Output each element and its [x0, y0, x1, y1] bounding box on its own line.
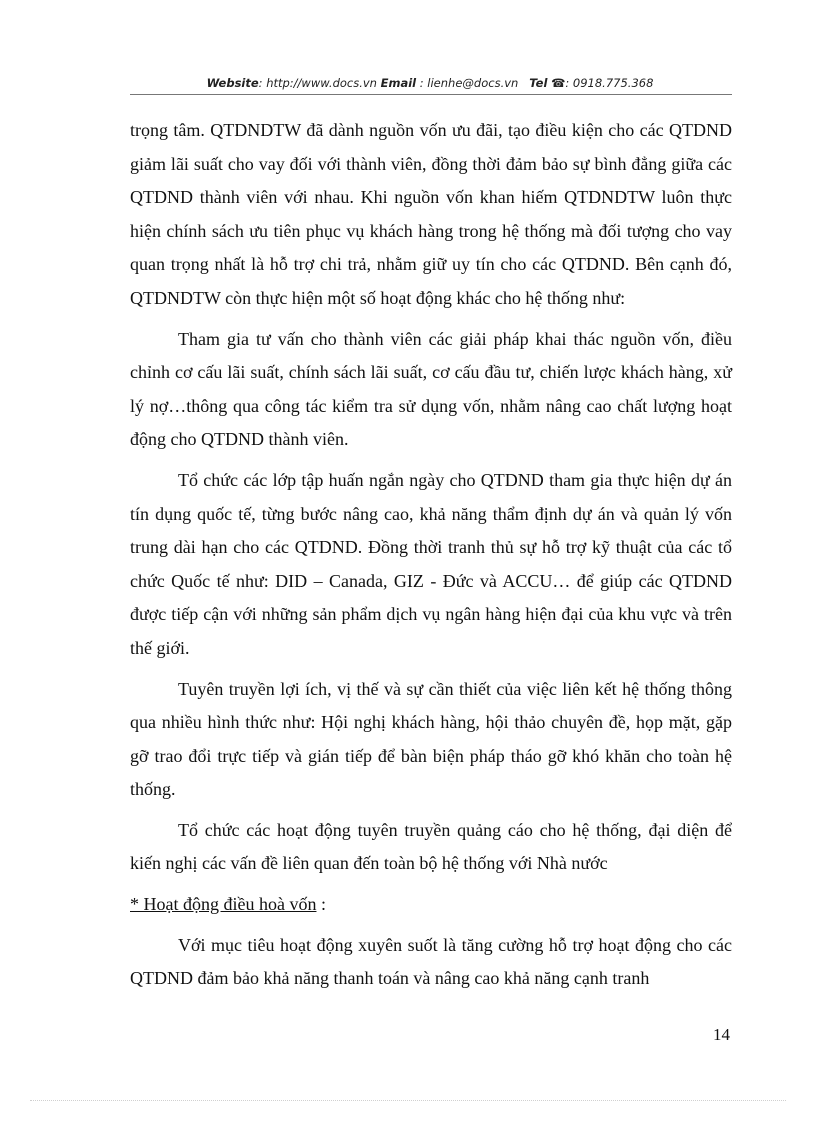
document-body: [130, 114, 732, 1003]
header-divider: [130, 94, 732, 95]
email-label: Email: [380, 76, 417, 90]
website-value: : http://www.docs.vn: [258, 76, 377, 90]
website-label: Website: [206, 76, 259, 90]
paragraph-closing: Với mục tiêu hoạt động xuyên suốt là tăng cường hỗ trợ hoạt động cho các QTDND đảm bảo khả năng thanh toán và nâng cao khả năng cạnh tranh: [130, 934, 732, 989]
paragraph-advisory: Tham gia tư vấn cho thành viên các giải pháp khai thác nguồn vốn, điều chỉnh cơ cấu lãi suất, chính sách lãi suất, cơ cấu đầu tư, chiến lược khách hàng, xử lý nợ…thông qua công tác kiểm tra sử dụng vốn, nhằm nâng cao chất lượng hoạt động cho QTDND thành viên.: [130, 328, 732, 450]
paragraph-promotion: Tuyên truyền lợi ích, vị thế và sự cần thiết của việc liên kết hệ thống thông qua nhiều hình thức như: Hội nghị khách hàng, hội thảo chuyên đề, họp mặt, gặp gỡ trao đổi trực tiếp và gián tiếp để bàn biện pháp tháo gỡ khó khăn cho toàn hệ thống.: [130, 678, 732, 800]
tel-value: : 0918.775.368: [565, 76, 654, 90]
paragraph-advertising: Tổ chức các hoạt động tuyên truyền quảng cáo cho hệ thống, đại diện để kiến nghị các vấn đề liên quan đến toàn bộ hệ thống với Nhà nước: [130, 819, 732, 874]
section-heading-suffix: :: [316, 894, 326, 915]
page-number: 14: [713, 1025, 730, 1044]
page-header: [130, 76, 730, 90]
tel-label: Tel: [529, 76, 548, 90]
email-value: : lienhe@docs.vn: [419, 76, 519, 90]
footer-divider: [30, 1100, 786, 1101]
section-heading: [130, 888, 732, 922]
paragraph-training: Tổ chức các lớp tập huấn ngắn ngày cho QTDND tham gia thực hiện dự án tín dụng quốc tế, từng bước nâng cao, khả năng thẩm định dự án và quản lý vốn trung dài hạn cho các QTDND. Đồng thời tranh thủ sự hỗ trợ kỹ thuật của các tổ chức Quốc tế như: DID – Canada, GIZ - Đức và ACCU… để giúp các QTDND được tiếp cận với những sản phẩm dịch vụ ngân hàng hiện đại của khu vực và trên thế giới.: [130, 469, 732, 658]
paragraph-intro: trọng tâm. QTDNDTW đã dành nguồn vốn ưu đãi, tạo điều kiện cho các QTDND giảm lãi suất cho vay đối với thành viên, đồng thời đảm bảo sự bình đẳng giữa các QTDND thành viên với nhau. Khi nguồn vốn khan hiếm QTDNDTW luôn thực hiện chính sách ưu tiên phục vụ khách hàng trong hệ thống mà đối tượng cho vay quan trọng nhất là hỗ trợ chi trả, nhằm giữ uy tín cho các QTDND. Bên cạnh đó, QTDNDTW còn thực hiện một số hoạt động khác cho hệ thống như:: [130, 120, 732, 308]
phone-icon: ☎: [551, 76, 566, 90]
section-heading-title: * Hoạt động điều hoà vốn: [130, 894, 317, 915]
